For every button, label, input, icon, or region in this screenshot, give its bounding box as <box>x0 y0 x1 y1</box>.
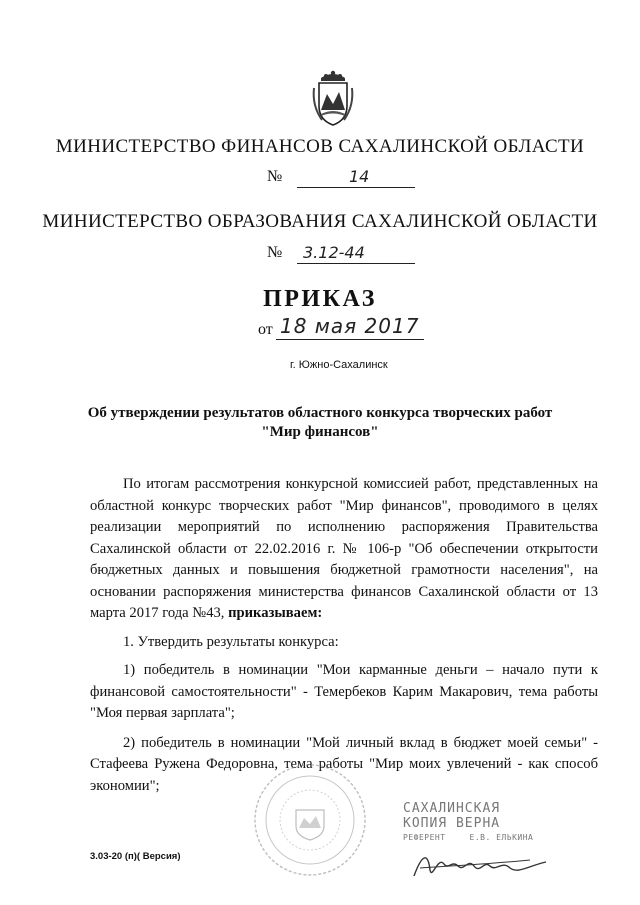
official-seal-icon <box>250 760 370 880</box>
stamp-position: РЕФЕРЕНТ <box>403 833 446 842</box>
coat-of-arms-icon <box>304 70 362 128</box>
finance-number-label: № <box>267 168 283 185</box>
order-city: г. Южно-Сахалинск <box>290 359 388 371</box>
stamp-person: Е.В. ЕЛЬКИНА <box>469 833 534 842</box>
ministry-education-title: МИНИСТЕРСТВО ОБРАЗОВАНИЯ САХАЛИНСКОЙ ОБЛАСТИ <box>42 211 598 232</box>
order-title: ПРИКАЗ <box>263 286 377 312</box>
decree-word: приказываем: <box>228 605 323 621</box>
finance-number-line <box>267 166 415 188</box>
item-1-2: 2) победитель в номинации "Мой личный вклад в бюджет моей семьи" - Стафеева Ружена Федоровна, тема работы "Мир моих увлечений - как способ экономии"; <box>90 734 598 794</box>
finance-number-value: 14 <box>349 167 370 186</box>
item-1: 1. Утвердить результаты конкурса: <box>123 633 339 650</box>
stamp-line-3 <box>403 831 563 845</box>
subject-line-1: Об утверждении результатов областного конкурса творческих работ <box>87 405 553 421</box>
preamble-paragraph <box>90 474 598 625</box>
education-number-line <box>267 242 415 264</box>
order-date-value: 18 мая 2017 <box>280 314 420 338</box>
stamp-line-2: КОПИЯ ВЕРНА <box>403 816 501 831</box>
subject-line-2: "Мир финансов" <box>261 424 379 440</box>
form-version-code: 3.03-20 (п)( Версия) <box>90 851 181 862</box>
ministry-finance-title: МИНИСТЕРСТВО ФИНАНСОВ САХАЛИНСКОЙ ОБЛАСТИ <box>55 136 585 157</box>
education-number-value: 3.12-44 <box>303 243 365 262</box>
education-number-label: № <box>267 244 283 261</box>
handwritten-signature-icon <box>410 846 550 884</box>
preamble-text: По итогам рассмотрения конкурсной комиссией работ, представленных на областной конкурс творческих работ "Мир финансов", проводимого в целях реализации мероприятий по исполнению распоряжения Правительства Сахалинской области от 22.02.2016 г. № 106-р "Об обеспечении открытости бюджетных данных и повышения бюджетной грамотности населения", на основании распоряжения министерства финансов Сахалинской области от 13 марта 2017 года №43, <box>90 476 598 621</box>
order-body <box>90 474 598 797</box>
copy-certified-stamp <box>403 801 563 845</box>
order-date-label: от <box>258 321 273 338</box>
order-date-line <box>258 316 438 342</box>
stamp-line-1: САХАЛИНСКАЯ <box>403 801 501 816</box>
order-subject <box>60 404 580 442</box>
item-1-1: 1) победитель в номинации "Мои карманные деньги – начало пути к финансовой самостоятельности" - Темербеков Карим Макарович, тема работы "Моя первая зарплата"; <box>90 662 598 721</box>
